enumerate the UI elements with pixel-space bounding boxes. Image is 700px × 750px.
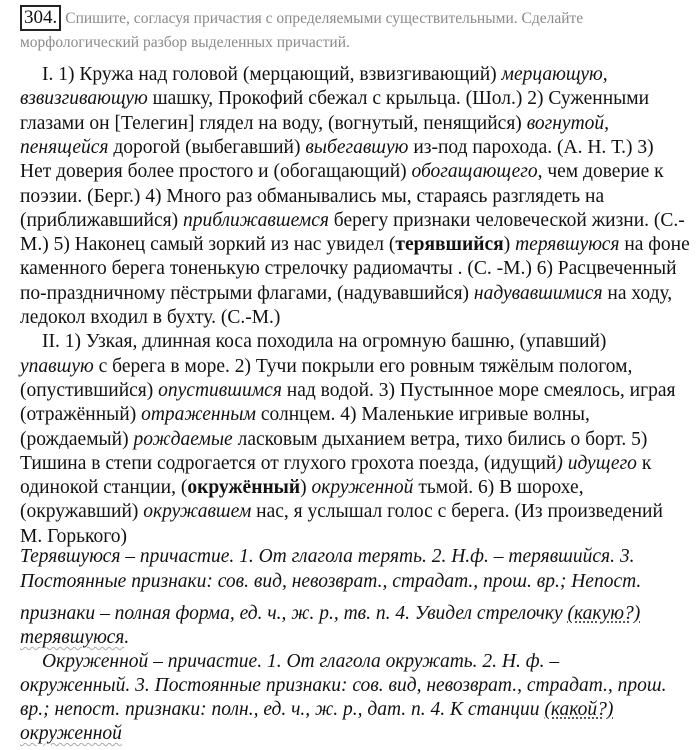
italic-segment: упавшую [20,355,94,377]
body_lines-line [20,112,609,136]
body_lines-line [20,233,690,257]
body_lines-line [20,209,685,233]
answer_lines-line [20,674,667,698]
body_lines-line [20,403,590,427]
italic-segment: ) идущего [556,452,637,474]
task-text-line-1: Спишите, согласуя причастия с определяемыми существительными. Сделайте [65,10,584,27]
italic-segment: терявшуюся [20,627,125,648]
italic-segment: (какую?) [567,603,641,624]
text-segment: шашку, Прокофий сбежал с крыльца. (Шол.) 2) Суженными [147,88,650,110]
text-segment: глазами он [Телегин] глядел на воду, (вогнутый, пенящийся) [20,112,527,134]
body_lines-line [20,452,651,476]
italic-segment: Постоянные признаки: сов. вид, невозврат., страдат., прош. вр.; Непост. [20,571,642,592]
text-segment: М.) 5) Наконец самый зоркий из нас увидел ( [20,234,396,256]
italic-segment: рождаемые [133,428,233,450]
italic-segment: выбегавшую [305,136,409,158]
italic-segment: Терявшуюся – причастие. 1. От глагола терять. 2. Н.ф. – терявшийся. 3. [20,546,635,567]
body_lines-line [20,355,632,379]
task-text-line-2: морфологический разбор выделенных причастий. [20,34,350,51]
italic-segment: (какой?) [544,699,614,720]
text-segment: нас, я услышал голос с берега. (Из произведений [251,501,663,523]
text-segment: каменного берега тоненькую стрелочку радиомачты . (С. -М.) 6) Расцвеченный [20,258,677,280]
body_lines-line [20,500,663,524]
text-segment: (отражённый) [20,404,142,426]
answer_lines-line [42,650,559,674]
text-segment: Нет доверия более простого и (обогащающий) [20,161,412,183]
text-segment: на ходу, [602,282,673,304]
text-segment: (опустившийся) [20,379,159,401]
italic-segment: мерцающую, [501,64,608,85]
body_lines-line [20,306,280,330]
italic-segment: обогащающего [411,161,538,183]
italic-segment: окруженный. 3. Постоянные признаки: сов. вид, невозврат., страдат., прош. [20,675,667,696]
body_lines-line [20,136,654,160]
answer_lines-line [20,626,129,650]
body_lines-line [20,87,649,111]
text-segment: I. 1) Кружа над головой (мерцающий, взвизгивающий) [42,64,502,85]
text-segment: Тишина в степи содрогается от глухого грохота поезда, (идущий [20,452,557,474]
text-segment: ласковым дыханием ветра, тихо бились о борт. 5) [232,428,648,450]
text-segment: к [636,452,652,474]
italic-segment: . [124,627,130,648]
italic-segment: пенящейся [20,136,109,158]
text-segment: М. Горького) [20,525,128,547]
answer_lines-line [20,570,641,594]
text-segment: одинокой станции, ( [20,477,188,499]
body_lines-line [42,63,608,87]
text-segment: ) [503,234,516,256]
italic-segment: Окруженной – причастие. 1. От глагола окружать. 2. Н. ф. – [42,651,560,672]
text-segment: солнцем. 4) Маленькие игривые волны, [255,404,590,426]
italic-segment: отраженным [141,404,256,426]
answer_lines-line [20,722,122,746]
body_lines-line [20,160,664,184]
text-segment: по-праздничному пёстрыми флагами, (надувавшийся) [20,282,474,304]
exercise-header [20,5,690,31]
text-segment: берегу признаки человеческой жизни. (С.- [328,209,685,231]
text-segment: ) [300,477,312,499]
italic-segment: терявшуюся [515,234,620,256]
text-segment: поэзии. (Берг.) 4) Много раз обманывались мы, стараясь разглядеть на [20,185,605,207]
body_lines-line [42,330,606,354]
text-segment: ледокол входил в бухту. (С.-М.) [20,307,281,328]
text-segment: из-под парохода. (А. Н. Т.) 3) [408,136,654,158]
italic-segment: окруженной [20,723,122,744]
italic-segment: опустившимся [158,379,282,401]
body_lines-line [20,476,584,500]
answer_lines-line [20,602,640,626]
body_lines-line [20,282,672,306]
italic-segment: вр.; непост. признаки: полн., ед. ч., ж. р., дат. п. 4. К станции [20,699,545,720]
italic-segment: окружавшем [143,501,252,523]
italic-segment: окруженной [311,477,414,499]
exercise-number: 304. [20,5,61,31]
text-segment: , чем доверие к [537,161,664,183]
italic-segment: приближавшемся [182,209,329,231]
body_lines-line [20,257,677,281]
text-segment: (рождаемый) [20,428,134,450]
body_lines-line [20,379,675,403]
body_lines-line [20,428,647,452]
italic-segment: взвизгивающую [20,88,148,110]
text-segment: на фоне [619,234,690,256]
text-segment: дорогой (выбегавший) [108,136,306,158]
text-segment: с берега в море. 2) Тучи покрыли его ровным тяжёлым пологом, [93,355,633,377]
italic-segment: признаки – полная форма, ед. ч., ж. р., тв. п. 4. Увидел стрелочку [20,603,568,624]
text-segment: (приближавшийся) [20,209,183,231]
text-segment: (окружавший) [20,501,144,523]
text-segment: над водой. 3) Пустынное море смеялось, играя [281,379,676,401]
italic-segment: вогнутой, [526,112,610,134]
body_lines-line [20,185,604,209]
text-segment: тьмой. 6) В шорохе, [413,477,584,499]
bold-participle: окружённый [187,477,301,499]
answer_lines-line [20,698,613,722]
answer_lines-line [20,545,634,569]
bold-participle: терявшийся [395,234,504,256]
text-segment: II. 1) Узкая, длинная коса походила на огромную башню, (упавший) [42,331,607,353]
italic-segment: надувавшимися [473,282,603,304]
